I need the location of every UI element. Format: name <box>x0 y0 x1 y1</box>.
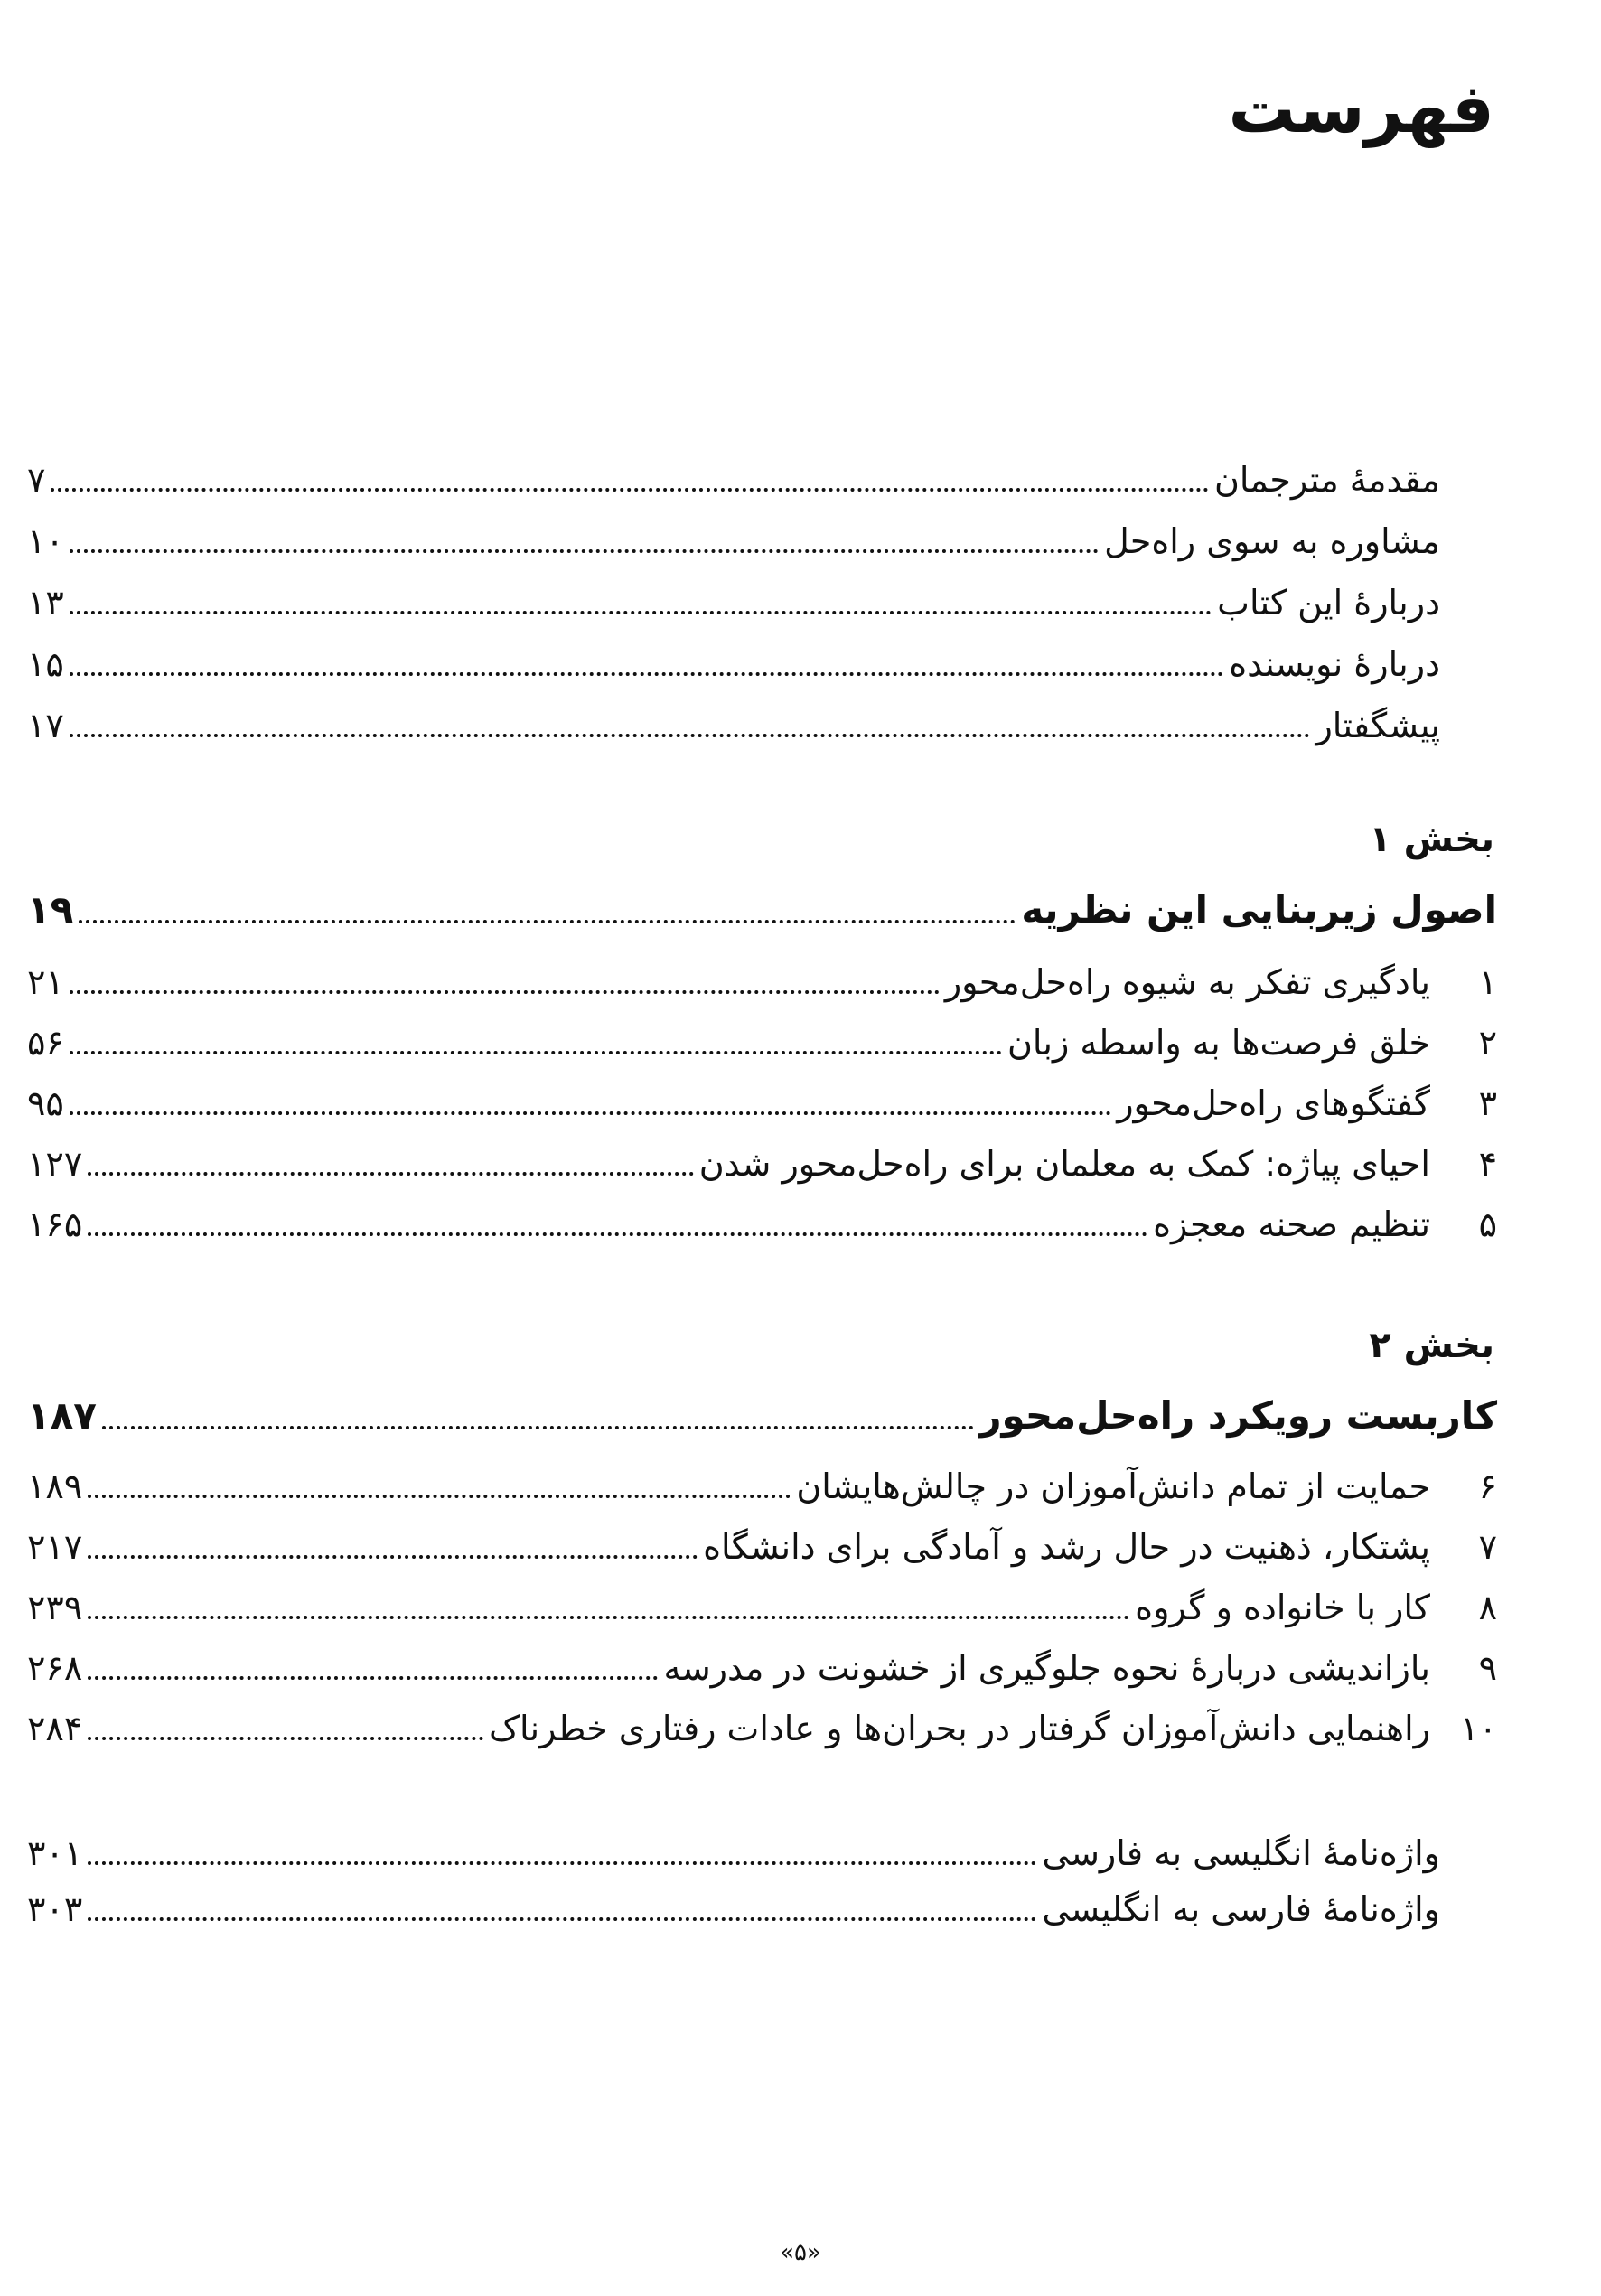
dot-leader <box>70 1051 1002 1054</box>
toc-entry[interactable] <box>27 566 1440 623</box>
chapter-entry[interactable] <box>27 1631 1497 1688</box>
part-1-title-entry[interactable] <box>27 875 1497 932</box>
chapter-page: ۲۸۴ <box>27 1709 83 1748</box>
part-title: اصول زیربنایی این نظریه <box>1021 887 1497 932</box>
chapter-number: ۲ <box>1478 1023 1497 1063</box>
chapter-page: ۹۵ <box>27 1083 64 1123</box>
chapter-entry[interactable] <box>27 945 1497 1002</box>
toc-entry-page: ۱۰ <box>27 521 64 561</box>
dot-leader <box>70 1111 1111 1115</box>
chapter-number: ۳ <box>1478 1083 1497 1123</box>
chapter-number: ۱۰ <box>1460 1709 1497 1748</box>
toc-entry[interactable] <box>27 689 1440 743</box>
dot-leader <box>88 1676 658 1680</box>
chapter-entry[interactable] <box>27 1692 1497 1746</box>
chapter-page: ۲۱ <box>27 962 64 1002</box>
dot-leader <box>79 920 1016 923</box>
chapter-number: ۹ <box>1478 1648 1497 1688</box>
dot-leader <box>88 1495 791 1498</box>
dot-leader <box>88 1737 483 1740</box>
chapter-title: راهنمایی دانش‌آموزان گرفتار در بحران‌ها و عادات رفتاری خطرناک <box>488 1709 1430 1748</box>
chapter-page: ۱۲۷ <box>27 1144 83 1184</box>
part-title: کاربست رویکرد راه‌حل‌محور <box>979 1393 1497 1438</box>
dot-leader <box>88 1172 693 1176</box>
toc-entry-page: ۱۳ <box>27 583 64 623</box>
toc-entry-page: ۱۵ <box>27 644 64 684</box>
toc-entry-title: واژه‌نامهٔ فارسی به انگلیسی <box>1042 1889 1440 1929</box>
dot-leader <box>88 1917 1036 1921</box>
dot-leader <box>88 1616 1129 1619</box>
chapter-title: خلق فرصت‌ها به واسطه زبان <box>1006 1023 1430 1063</box>
toc-entry-page: ۱۹ <box>27 887 74 932</box>
dot-leader <box>70 672 1223 676</box>
chapter-title: تنظیم صحنه معجزه <box>1153 1204 1430 1244</box>
chapter-entry[interactable] <box>27 1570 1497 1625</box>
chapter-entry[interactable] <box>27 1449 1497 1504</box>
dot-leader <box>70 990 940 994</box>
toc-entry-page: ۷ <box>27 460 46 500</box>
part-2-title-entry[interactable] <box>27 1381 1497 1438</box>
toc-entry[interactable] <box>27 443 1440 500</box>
chapter-number: ۷ <box>1478 1527 1497 1567</box>
dot-leader <box>51 488 1209 492</box>
chapter-page: ۲۱۷ <box>27 1527 83 1567</box>
chapter-page: ۲۶۸ <box>27 1648 83 1688</box>
chapter-title: پشتکار، ذهنیت در حال رشد و آمادگی برای دانشگاه <box>703 1527 1430 1567</box>
chapter-entry[interactable] <box>27 1066 1497 1123</box>
chapter-title: بازاندیشی دربارهٔ نحوه جلوگیری از خشونت در مدرسه <box>663 1648 1430 1688</box>
toc-entry-title: دربارهٔ این کتاب <box>1217 583 1440 623</box>
chapter-title: احیای پیاژه: کمک به معلمان برای راه‌حل‌محور شدن <box>698 1144 1430 1184</box>
chapter-number: ۴ <box>1478 1144 1497 1184</box>
toc-entry-page: ۱۸۷ <box>27 1393 97 1438</box>
toc-entry-title: دربارهٔ نویسنده <box>1229 644 1440 684</box>
dot-leader <box>88 1555 698 1559</box>
toc-entry-page: ۳۰۱ <box>27 1833 83 1873</box>
toc-entry-page: ۱۷ <box>27 706 64 745</box>
chapter-entry[interactable] <box>27 1510 1497 1567</box>
dot-leader <box>102 1426 974 1429</box>
chapter-title: یادگیری تفکر به شیوه راه‌حل‌محور <box>944 962 1430 1002</box>
dot-leader <box>70 549 1099 553</box>
toc-entry-title: مقدمهٔ مترجمان <box>1213 460 1440 500</box>
chapter-number: ۸ <box>1478 1588 1497 1627</box>
toc-entry[interactable] <box>27 1872 1440 1929</box>
chapter-number: ۵ <box>1478 1204 1497 1244</box>
toc-entry-title: مشاوره به سوی راه‌حل <box>1104 521 1440 561</box>
chapter-page: ۱۸۹ <box>27 1467 83 1506</box>
chapter-entry[interactable] <box>27 1127 1497 1184</box>
page-title: فهرست <box>1228 70 1494 148</box>
dot-leader <box>88 1861 1036 1865</box>
chapter-title: حمایت از تمام دانش‌آموزان در چالش‌هایشان <box>796 1467 1430 1506</box>
dot-leader <box>70 611 1212 614</box>
chapter-entry[interactable] <box>27 1187 1497 1242</box>
chapter-page: ۲۳۹ <box>27 1588 83 1627</box>
chapter-title: گفتگوهای راه‌حل‌محور <box>1117 1083 1430 1123</box>
chapter-entry[interactable] <box>27 1006 1497 1063</box>
toc-entry-title: پیشگفتار <box>1315 706 1440 745</box>
toc-entry[interactable] <box>27 504 1440 561</box>
toc-entry[interactable] <box>27 1816 1440 1873</box>
chapter-number: ۶ <box>1478 1467 1497 1506</box>
dot-leader <box>88 1232 1147 1236</box>
page-number-footer: «۵» <box>780 2239 821 2266</box>
chapter-number: ۱ <box>1478 962 1497 1002</box>
dot-leader <box>70 734 1311 737</box>
part-1-label: بخش ۱ <box>1369 819 1494 860</box>
toc-entry-page: ۳۰۳ <box>27 1889 83 1929</box>
toc-entry-title: واژه‌نامهٔ انگلیسی به فارسی <box>1042 1833 1440 1873</box>
part-2-label: بخش ۲ <box>1369 1325 1494 1366</box>
chapter-page: ۵۶ <box>27 1023 64 1063</box>
chapter-page: ۱۶۵ <box>27 1204 83 1244</box>
chapter-title: کار با خانواده و گروه <box>1135 1588 1430 1627</box>
toc-entry[interactable] <box>27 627 1440 684</box>
